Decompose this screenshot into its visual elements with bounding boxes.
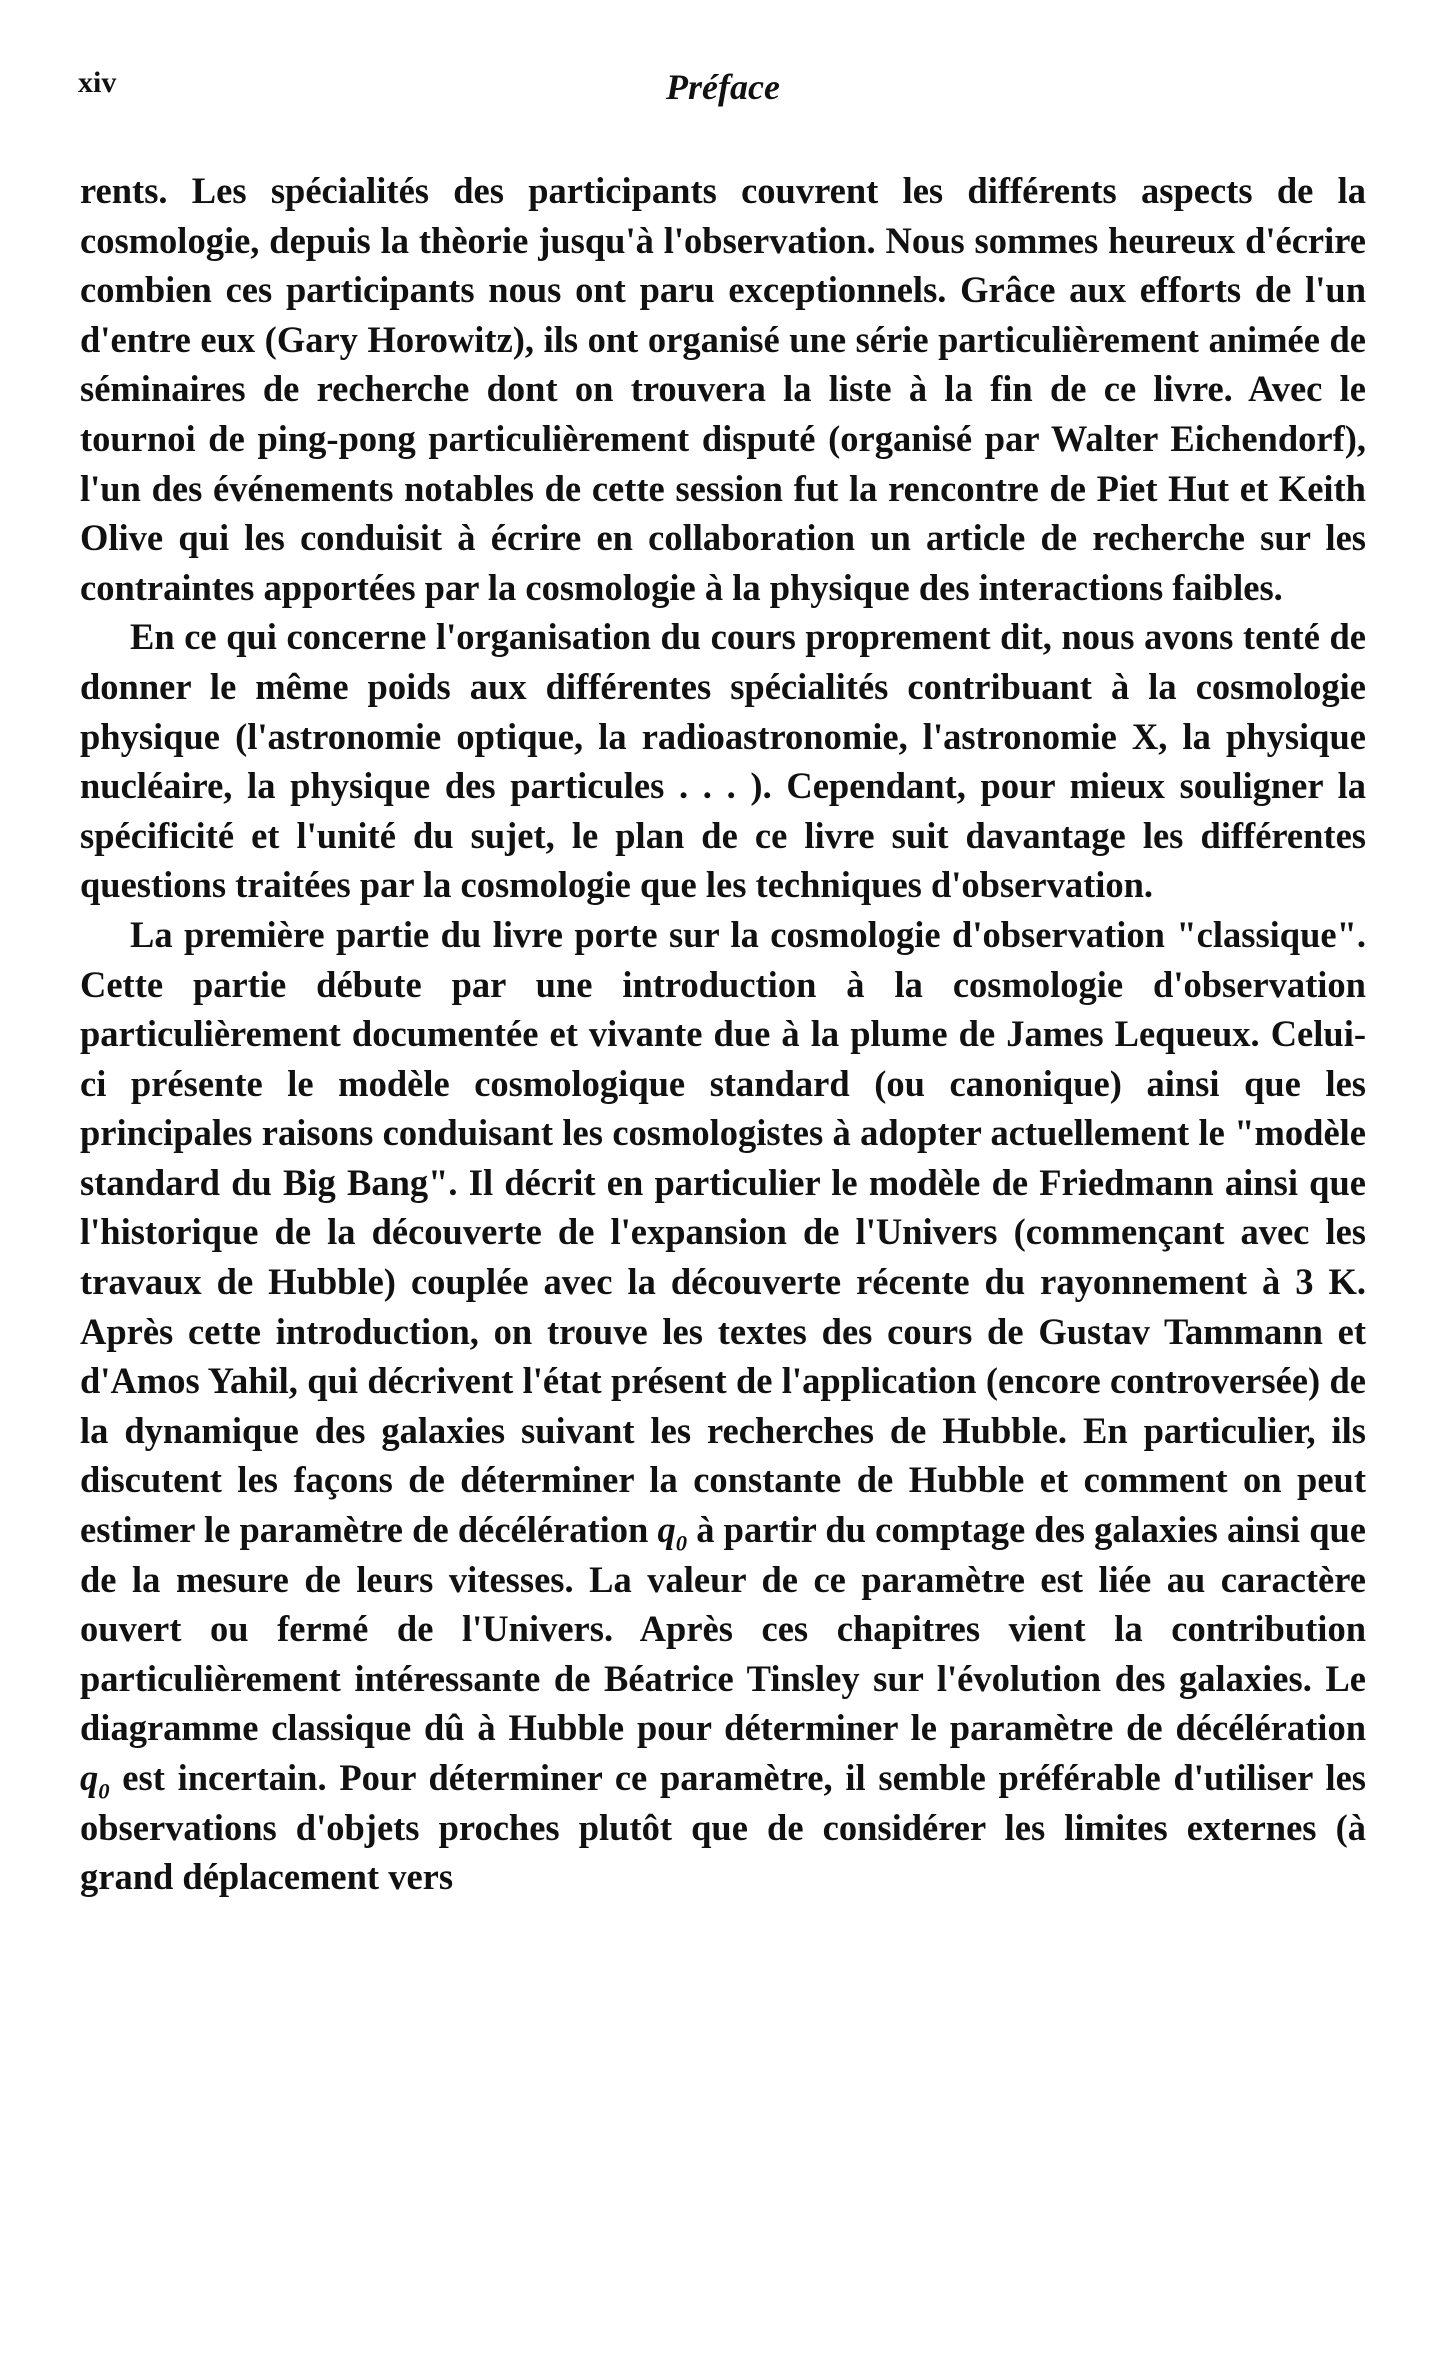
running-title: Préface	[666, 67, 780, 107]
q-subscript: 0	[98, 1778, 110, 1804]
q-symbol: q	[657, 1509, 676, 1551]
q-symbol: q	[80, 1757, 99, 1798]
q-subscript: 0	[675, 1530, 688, 1556]
paragraph-3-part-2: à partir du comptage des galaxies ainsi que de la mesure de leurs vitesses. La valeur de ce paramètre est liée au caractère ouvert ou fermé de l'Univers. Après ces chapitres vient la contribution particulièrement intéressante de Béatrice Tinsley sur l'évolution des galaxies. Le diagramme classique dû à Hubble pour déterminer le paramètre de décélération	[80, 1509, 1366, 1749]
q0-symbol	[80, 1757, 110, 1804]
page-number: xiv	[78, 66, 117, 99]
paragraph-3-part-1: La première partie du livre porte sur la cosmologie d'observation "classique". Cette partie débute par une introduction à la cosmologie d'observation particulièrement documentée et vivante due à la plume de James Lequeux. Celui-ci présente le modèle cosmologique standard (ou canonique) ainsi que les principales raisons conduisant les cosmologistes à adopter actuellement le "modèle standard du Big Bang". Il décrit en particulier le modèle de Friedmann ainsi que l'historique de la découverte de l'expansion de l'Univers (commençant avec les travaux de Hubble) couplée avec la découverte récente du rayonnement à 3 K. Après cette introduction, on trouve les textes des cours de Gustav Tammann et d'Amos Yahil, qui décrivent l'état présent de l'application (encore controversée) de la dynamique des galaxies suivant les recherches de Hubble. En particulier, ils discutent les façons de déterminer la constante de Hubble et comment on peut estimer le paramètre de décélération	[80, 913, 1366, 1551]
paragraph-3-part-3: est incertain. Pour déterminer ce paramètre, il semble préférable d'utiliser les observations d'objets proches plutôt que de considérer les limites externes (à grand déplacement vers	[80, 1757, 1366, 1898]
q0-symbol	[657, 1509, 688, 1556]
paragraph-1: rents. Les spécialités des participants couvrent les différents aspects de la cosmologie, depuis la thèorie jusqu'à l'observation. Nous sommes heureux d'écrire combien ces participants nous ont paru exceptionnels. Grâce aux efforts de l'un d'entre eux (Gary Horowitz), ils ont organisé une série particulièrement animée de séminaires de recherche dont on trouvera la liste à la fin de ce livre. Avec le tournoi de ping-pong particulièrement disputé (organisé par Walter Eichendorf), l'un des événements notables de cette session fut la rencontre de Piet Hut et Keith Olive qui les conduisit à écrire en collaboration un article de recherche sur les contraintes apportées par la cosmologie à la physique des interactions faibles.	[80, 170, 1366, 608]
paragraph-2: En ce qui concerne l'organisation du cours proprement dit, nous avons tenté de donner le même poids aux différentes spécialités contribuant à la cosmologie physique (l'astronomie optique, la radioastronomie, l'astronomie X, la physique nucléaire, la physique des particules . . . ). Cependant, pour mieux souligner la spécificité et l'unité du sujet, le plan de ce livre suit davantage les différentes questions traitées par la cosmologie que les techniques d'observation.	[80, 616, 1366, 906]
paragraph-3	[80, 910, 1366, 1902]
page-header	[78, 66, 1368, 126]
body-text	[80, 166, 1366, 1902]
